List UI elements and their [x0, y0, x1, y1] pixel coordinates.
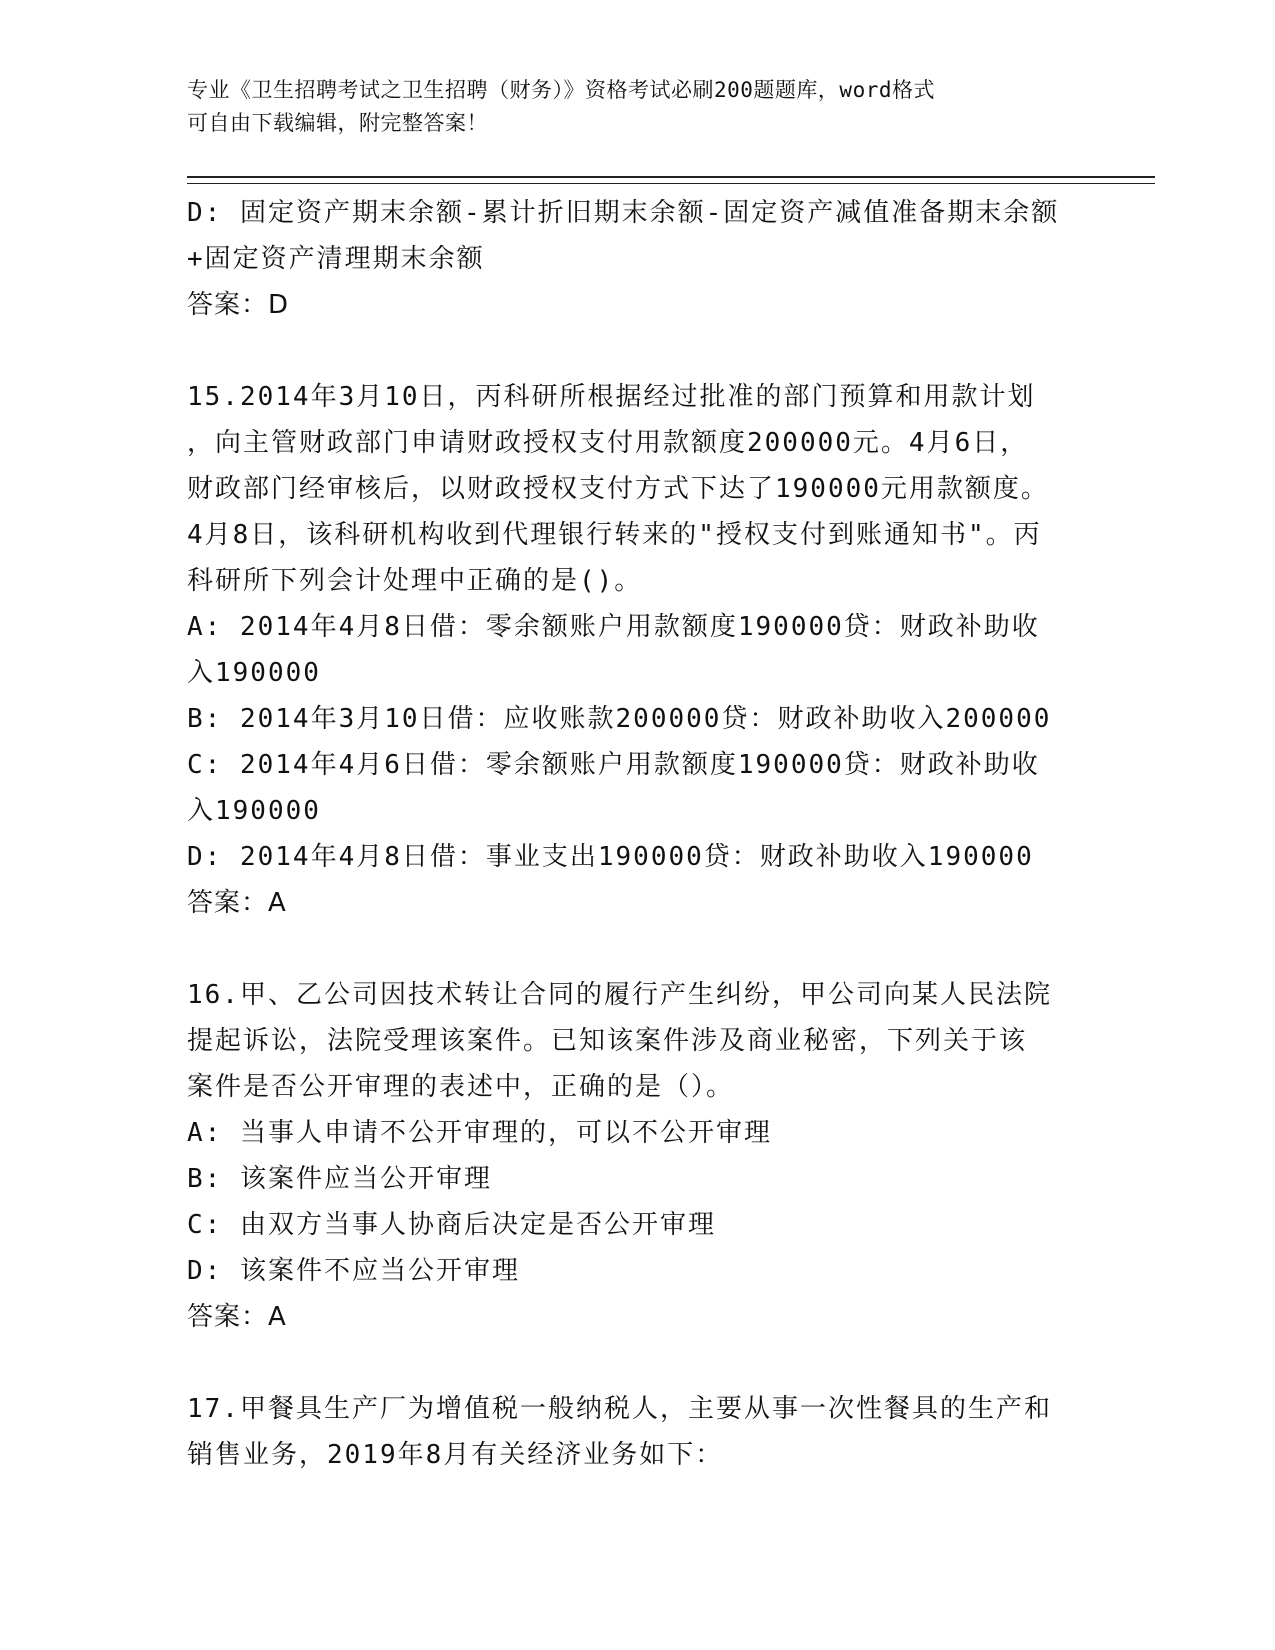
q16-option-b: B: 该案件应当公开审理	[187, 1164, 492, 1194]
q15-option-b: B: 2014年3月10日借：应收账款200000贷：财政补助收入200000	[187, 704, 1052, 734]
spacer	[187, 328, 1087, 374]
header-divider-thin	[187, 183, 1155, 184]
q17-stem-line: 销售业务，2019年8月有关经济业务如下：	[187, 1440, 724, 1470]
question-14	[187, 190, 1087, 328]
q15-option-d: D: 2014年4月8日借：事业支出190000贷：财政补助收入190000	[187, 842, 1034, 872]
q15-option-c-line-1: C: 2014年4月6日借：零余额账户用款额度190000贷：财政补助收	[187, 750, 1040, 780]
q16-stem-line: 16.甲、乙公司因技术转让合同的履行产生纠纷，甲公司向某人民法院	[187, 980, 1052, 1010]
q14-answer: 答案：D	[187, 290, 290, 320]
q15-stem-line: 科研所下列会计处理中正确的是()。	[187, 566, 643, 596]
question-15	[187, 374, 1087, 926]
q16-option-d: D: 该案件不应当公开审理	[187, 1256, 520, 1286]
q15-stem-line: 4月8日，该科研机构收到代理银行转来的"授权支付到账通知书"。丙	[187, 520, 1042, 550]
q15-stem-line: ，向主管财政部门申请财政授权支付用款额度200000元。4月6日，	[187, 428, 1029, 458]
q16-stem-line: 提起诉讼，法院受理该案件。已知该案件涉及商业秘密，下列关于该	[187, 1026, 1028, 1056]
header-divider-thick	[187, 176, 1155, 178]
q16-answer: 答案：A	[187, 1302, 287, 1332]
question-17	[187, 1386, 1087, 1478]
spacer	[187, 1340, 1087, 1386]
q15-stem-line: 15.2014年3月10日，丙科研所根据经过批准的部门预算和用款计划	[187, 382, 1036, 412]
q16-option-a: A: 当事人申请不公开审理的，可以不公开审理	[187, 1118, 772, 1148]
q15-option-c-line-2: 入190000	[187, 796, 321, 826]
header-line-1: 专业《卫生招聘考试之卫生招聘（财务）》资格考试必刷200题题库，word格式	[187, 78, 935, 102]
q17-stem-line: 17.甲餐具生产厂为增值税一般纳税人，主要从事一次性餐具的生产和	[187, 1394, 1052, 1424]
document-header	[187, 74, 1067, 140]
spacer	[187, 926, 1087, 972]
document-body	[187, 190, 1087, 1478]
q15-option-a-line-2: 入190000	[187, 658, 321, 688]
header-line-2: 可自由下载编辑，附完整答案！	[187, 111, 488, 135]
q16-option-c: C: 由双方当事人协商后决定是否公开审理	[187, 1210, 716, 1240]
question-16	[187, 972, 1087, 1340]
q15-stem-line: 财政部门经审核后，以财政授权支付方式下达了190000元用款额度。	[187, 474, 1049, 504]
q15-answer: 答案：A	[187, 888, 287, 918]
q14-option-d-line-2: +固定资产清理期末余额	[187, 244, 485, 274]
q15-option-a-line-1: A: 2014年4月8日借：零余额账户用款额度190000贷：财政补助收	[187, 612, 1040, 642]
q14-option-d-line-1: D: 固定资产期末余额-累计折旧期末余额-固定资产减值准备期末余额	[187, 198, 1060, 228]
q16-stem-line: 案件是否公开审理的表述中，正确的是（）。	[187, 1072, 735, 1102]
